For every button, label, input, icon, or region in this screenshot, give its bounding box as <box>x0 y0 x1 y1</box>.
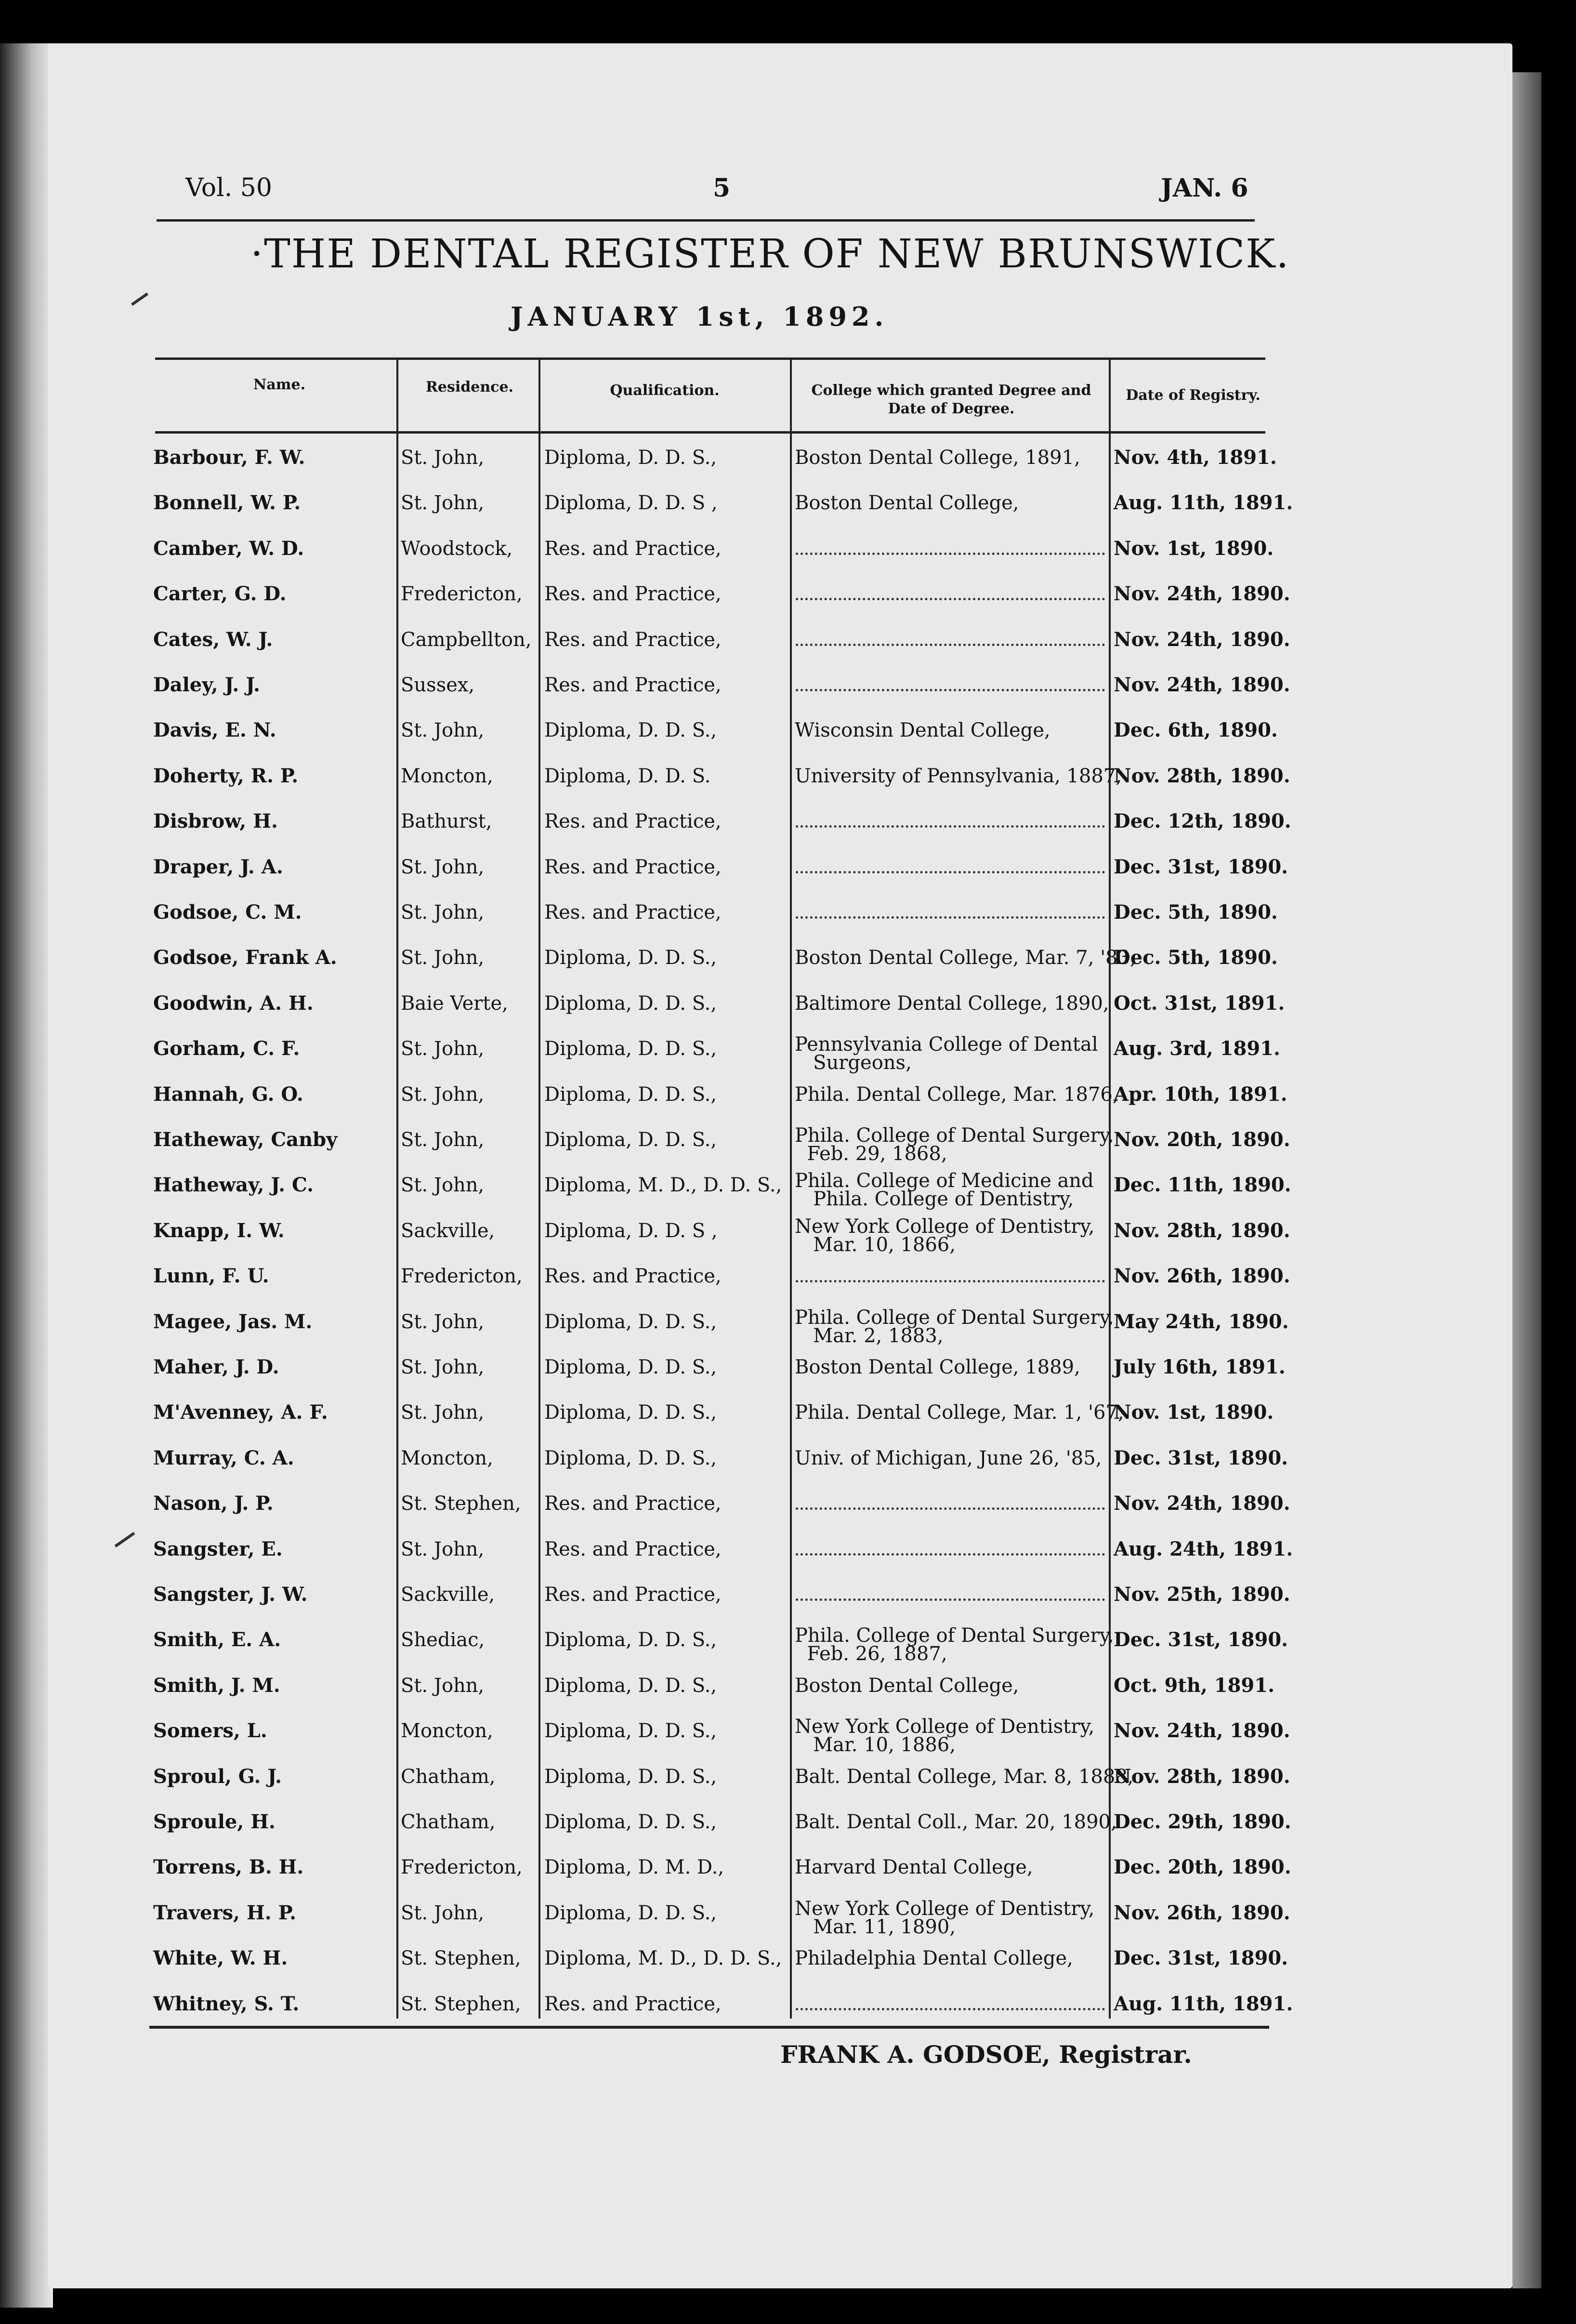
registrant-name: Hatheway, Canby <box>153 1128 338 1151</box>
registry-date-cell: Aug. 11th, 1891. <box>1114 491 1293 514</box>
registrant-name: Davis, E. N. <box>153 719 276 741</box>
registrant-name: M'Avenney, A. F. <box>153 1401 328 1424</box>
registry-date-cell: Nov. 1st, 1890. <box>1114 537 1274 560</box>
registry-date-cell: Aug. 3rd, 1891. <box>1114 1037 1280 1060</box>
qualification-cell: Res. and Practice, <box>544 629 722 651</box>
dotted-leader <box>796 689 1105 691</box>
registrant-name: Hatheway, J. C. <box>153 1174 314 1196</box>
residence-cell: St. John, <box>401 492 485 514</box>
registrant-name: Hannah, G. O. <box>153 1083 303 1106</box>
qualification-cell: Diploma, D. D. S., <box>544 719 717 741</box>
qualification-cell: Diploma, D. D. S , <box>544 492 718 514</box>
registrant-name: Gorham, C. F. <box>153 1037 300 1060</box>
registry-date-cell: Nov. 28th, 1890. <box>1114 1765 1290 1788</box>
page-number: 5 <box>713 173 731 203</box>
dotted-leader <box>796 644 1105 646</box>
registrant-name: Sangster, J. W. <box>153 1583 308 1606</box>
residence-cell: Woodstock, <box>401 538 513 560</box>
qualification-cell: Diploma, D. D. S., <box>544 1356 717 1378</box>
college-cell: Balt. Dental College, Mar. 8, 1888, <box>795 1766 1134 1788</box>
registry-date-cell: Dec. 12th, 1890. <box>1114 810 1291 832</box>
residence-cell: Sussex, <box>401 674 475 696</box>
registrant-name: Somers, L. <box>153 1719 267 1742</box>
college-cell: Phila. College of Dental Surgery, Mar. 2, 1883, <box>795 1307 1114 1347</box>
dotted-leader <box>796 1280 1105 1282</box>
registry-date-cell: Nov. 28th, 1890. <box>1114 1219 1290 1242</box>
residence-cell: Fredericton, <box>401 583 523 605</box>
registrant-name: Cates, W. J. <box>153 628 273 651</box>
residence-cell: St. John, <box>401 1902 485 1924</box>
table-top-rule <box>155 357 1265 360</box>
qualification-cell: Res. and Practice, <box>544 1492 722 1515</box>
table-row <box>0 1357 1576 1402</box>
residence-cell: St. John, <box>401 1174 485 1196</box>
registrant-name: Lunn, F. U. <box>153 1265 269 1287</box>
registry-date-cell: Nov. 25th, 1890. <box>1114 1583 1290 1606</box>
residence-cell: St. Stephen, <box>401 1492 521 1515</box>
residence-cell: Fredericton, <box>401 1265 523 1287</box>
registry-date-cell: Oct. 9th, 1891. <box>1114 1674 1275 1697</box>
registry-date-cell: Nov. 26th, 1890. <box>1114 1265 1290 1287</box>
residence-cell: St. John, <box>401 1129 485 1151</box>
table-row <box>0 1170 1576 1220</box>
registry-date-cell: Nov. 24th, 1890. <box>1114 1492 1290 1515</box>
registry-date-cell: Nov. 1st, 1890. <box>1114 1401 1274 1424</box>
column-header-name: Name. <box>253 376 306 393</box>
college-cell: New York College of Dentistry, Mar. 10, 1866, <box>795 1215 1095 1256</box>
dotted-leader <box>796 1553 1105 1556</box>
residence-cell: Sackville, <box>401 1584 495 1606</box>
college-cell: Boston Dental College, Mar. 7, '83, <box>795 947 1136 969</box>
dotted-leader <box>796 916 1105 919</box>
qualification-cell: Diploma, D. D. S., <box>544 1311 717 1333</box>
qualification-cell: Res. and Practice, <box>544 1584 722 1606</box>
registry-date-cell: Dec. 31st, 1890. <box>1114 1628 1288 1651</box>
table-row <box>0 447 1576 492</box>
qualification-cell: Diploma, M. D., D. D. S., <box>544 1174 782 1196</box>
college-cell: Univ. of Michigan, June 26, '85, <box>795 1447 1102 1469</box>
qualification-cell: Diploma, D. D. S., <box>544 992 717 1015</box>
registrant-name: Whitney, S. T. <box>153 1993 300 2015</box>
qualification-cell: Res. and Practice, <box>544 1993 722 2015</box>
table-row <box>0 857 1576 902</box>
college-cell: Phila. Dental College, Mar. 1876, <box>795 1083 1119 1106</box>
table-row <box>0 947 1576 992</box>
registry-date-cell: Apr. 10th, 1891. <box>1114 1083 1287 1106</box>
dotted-leader <box>796 825 1105 828</box>
qualification-cell: Diploma, D. D. S., <box>544 947 717 969</box>
table-row <box>0 1307 1576 1357</box>
qualification-cell: Res. and Practice, <box>544 674 722 696</box>
registry-date-cell: Dec. 31st, 1890. <box>1114 1447 1288 1469</box>
qualification-cell: Res. and Practice, <box>544 1265 722 1287</box>
qualification-cell: Diploma, D. D. S., <box>544 1401 717 1424</box>
table-row <box>0 1033 1576 1083</box>
registrant-name: Torrens, B. H. <box>153 1856 304 1878</box>
column-header-date: Date of Registry. <box>1126 387 1261 404</box>
residence-cell: St. Stephen, <box>401 1993 521 2015</box>
table-row <box>0 492 1576 538</box>
table-row <box>0 1675 1576 1720</box>
registrant-name: Daley, J. J. <box>153 673 260 696</box>
qualification-cell: Res. and Practice, <box>544 810 722 832</box>
registrant-name: Doherty, R. P. <box>153 765 299 787</box>
table-row <box>0 1584 1576 1629</box>
qualification-cell: Diploma, D. M. D., <box>544 1856 724 1878</box>
qualification-cell: Diploma, D. D. S., <box>544 1083 717 1106</box>
table-row <box>0 1994 1576 2039</box>
registry-date-cell: Nov. 28th, 1890. <box>1114 765 1290 787</box>
registry-date-cell: Nov. 24th, 1890. <box>1114 1719 1290 1742</box>
dotted-leader <box>796 871 1105 873</box>
qualification-cell: Diploma, D. D. S., <box>544 1629 717 1651</box>
residence-cell: St. John, <box>401 947 485 969</box>
qualification-cell: Diploma, D. D. S., <box>544 447 717 469</box>
dotted-leader <box>796 2008 1105 2010</box>
college-cell: Harvard Dental College, <box>795 1856 1033 1878</box>
table-row <box>0 1448 1576 1493</box>
table-row <box>0 720 1576 765</box>
dotted-leader <box>796 553 1105 555</box>
residence-cell: Moncton, <box>401 765 493 787</box>
table-row <box>0 1898 1576 1948</box>
registrant-name: Knapp, I. W. <box>153 1219 285 1242</box>
qualification-cell: Res. and Practice, <box>544 856 722 878</box>
registry-date-cell: Dec. 5th, 1890. <box>1114 946 1278 969</box>
registry-date-cell: Nov. 24th, 1890. <box>1114 628 1290 651</box>
residence-cell: Chatham, <box>401 1766 496 1788</box>
residence-cell: St. John, <box>401 1675 485 1697</box>
registry-date-cell: Nov. 26th, 1890. <box>1114 1901 1290 1924</box>
registrant-name: Camber, W. D. <box>153 537 304 560</box>
college-cell: University of Pennsylvania, 1887, <box>795 765 1122 787</box>
registrant-name: Godsoe, C. M. <box>153 901 302 924</box>
table-row <box>0 1857 1576 1902</box>
qualification-cell: Diploma, D. D. S., <box>544 1902 717 1924</box>
college-cell: New York College of Dentistry, Mar. 10, 1886, <box>795 1716 1095 1756</box>
dotted-leader <box>796 598 1105 600</box>
table-row <box>0 1084 1576 1129</box>
qualification-cell: Diploma, D. D. S., <box>544 1720 717 1742</box>
table-row <box>0 674 1576 720</box>
residence-cell: Baie Verte, <box>401 992 508 1015</box>
registrant-name: Magee, Jas. M. <box>153 1310 313 1333</box>
document-title: ·THE DENTAL REGISTER OF NEW BRUNSWICK. <box>250 231 1290 277</box>
table-row <box>0 1811 1576 1857</box>
volume-label: Vol. 50 <box>185 173 272 202</box>
table-row <box>0 766 1576 811</box>
table-row <box>0 993 1576 1038</box>
registrant-name: Travers, H. P. <box>153 1901 297 1924</box>
residence-cell: Bathurst, <box>401 810 492 832</box>
college-cell: Baltimore Dental College, 1890, <box>795 992 1109 1015</box>
qualification-cell: Diploma, D. D. S., <box>544 1129 717 1151</box>
residence-cell: St. Stephen, <box>401 1947 521 1969</box>
qualification-cell: Res. and Practice, <box>544 583 722 605</box>
registry-date-cell: May 24th, 1890. <box>1114 1310 1289 1333</box>
table-row <box>0 1948 1576 1993</box>
residence-cell: St. John, <box>401 1401 485 1424</box>
dotted-leader <box>796 1507 1105 1510</box>
registry-date-cell: Dec. 6th, 1890. <box>1114 719 1278 741</box>
college-cell: Boston Dental College, <box>795 492 1019 514</box>
residence-cell: Sackville, <box>401 1220 495 1242</box>
college-cell: Balt. Dental Coll., Mar. 20, 1890, <box>795 1811 1117 1833</box>
qualification-cell: Diploma, D. D. S., <box>544 1447 717 1469</box>
registrant-name: Smith, J. M. <box>153 1674 280 1697</box>
dotted-leader <box>796 1598 1105 1601</box>
registrant-name: Sproule, H. <box>153 1810 276 1833</box>
registrant-name: Sangster, E. <box>153 1538 283 1560</box>
registry-date-cell: Dec. 31st, 1890. <box>1114 856 1288 878</box>
header-rule <box>157 219 1255 222</box>
table-header-rule <box>155 431 1265 434</box>
table-row <box>0 629 1576 674</box>
table-row <box>0 1624 1576 1675</box>
registry-date-cell: Nov. 20th, 1890. <box>1114 1128 1290 1151</box>
residence-cell: St. John, <box>401 1038 485 1060</box>
registrant-name: Maher, J. D. <box>153 1356 279 1378</box>
registrant-name: Murray, C. A. <box>153 1447 294 1469</box>
table-row <box>0 902 1576 947</box>
college-cell: New York College of Dentistry, Mar. 11, 1890, <box>795 1898 1095 1938</box>
registrar-signature: FRANK A. GODSOE, Registrar. <box>780 2040 1192 2069</box>
registrant-name: Goodwin, A. H. <box>153 992 314 1015</box>
registrant-name: Carter, G. D. <box>153 582 287 605</box>
registrant-name: Godsoe, Frank A. <box>153 946 337 969</box>
registrant-name: Sproul, G. J. <box>153 1765 282 1788</box>
qualification-cell: Diploma, D. D. S. <box>544 765 711 787</box>
registrant-name: Bonnell, W. P. <box>153 491 301 514</box>
registrant-name: Draper, J. A. <box>153 856 283 878</box>
qualification-cell: Res. and Practice, <box>544 538 722 560</box>
registry-date-cell: Oct. 31st, 1891. <box>1114 992 1285 1015</box>
registry-date-cell: Dec. 11th, 1890. <box>1114 1174 1291 1196</box>
residence-cell: Moncton, <box>401 1720 493 1742</box>
registry-date-cell: Dec. 29th, 1890. <box>1114 1810 1291 1833</box>
residence-cell: St. John, <box>401 901 485 924</box>
issue-date: JAN. 6 <box>1161 173 1248 203</box>
table-row <box>0 1493 1576 1538</box>
registrant-name: Nason, J. P. <box>153 1492 274 1515</box>
registry-date-cell: Dec. 20th, 1890. <box>1114 1856 1291 1878</box>
residence-cell: Chatham, <box>401 1811 496 1833</box>
college-cell: Phila. College of Dental Surgery, Feb. 29, 1868, <box>795 1124 1114 1165</box>
document-subtitle: JANUARY 1st, 1892. <box>511 301 889 332</box>
residence-cell: St. John, <box>401 856 485 878</box>
qualification-cell: Diploma, D. D. S., <box>544 1038 717 1060</box>
table-row <box>0 538 1576 583</box>
column-header-college: College which granted Degree and Date of Degree. <box>811 382 1091 417</box>
residence-cell: St. John, <box>401 1538 485 1560</box>
qualification-cell: Res. and Practice, <box>544 901 722 924</box>
table-row <box>0 1215 1576 1266</box>
residence-cell: St. John, <box>401 1311 485 1333</box>
qualification-cell: Diploma, M. D., D. D. S., <box>544 1947 782 1969</box>
table-row <box>0 1539 1576 1584</box>
table-row <box>0 1402 1576 1447</box>
registrant-name: Disbrow, H. <box>153 810 278 832</box>
table-row <box>0 583 1576 629</box>
registrant-name: Barbour, F. W. <box>153 446 305 469</box>
residence-cell: Moncton, <box>401 1447 493 1469</box>
residence-cell: Fredericton, <box>401 1856 523 1878</box>
college-cell: Boston Dental College, <box>795 1675 1019 1697</box>
qualification-cell: Diploma, D. D. S., <box>544 1675 717 1697</box>
table-row <box>0 1766 1576 1811</box>
registry-date-cell: Dec. 5th, 1890. <box>1114 901 1278 924</box>
table-row <box>0 1266 1576 1311</box>
table-row <box>0 1124 1576 1175</box>
registry-date-cell: Aug. 11th, 1891. <box>1114 1993 1293 2015</box>
table-bottom-rule <box>149 2026 1269 2029</box>
registry-date-cell: Dec. 31st, 1890. <box>1114 1947 1288 1969</box>
residence-cell: Campbellton, <box>401 629 532 651</box>
college-cell: Boston Dental College, 1891, <box>795 447 1080 469</box>
registry-date-cell: Nov. 4th, 1891. <box>1114 446 1277 469</box>
college-cell: Phila. Dental College, Mar. 1, '67, <box>795 1401 1124 1424</box>
qualification-cell: Diploma, D. D. S., <box>544 1811 717 1833</box>
registry-date-cell: Nov. 24th, 1890. <box>1114 582 1290 605</box>
qualification-cell: Res. and Practice, <box>544 1538 722 1560</box>
college-cell: Phila. College of Medicine and Phila. College of Dentistry, <box>795 1170 1094 1210</box>
college-cell: Wisconsin Dental College, <box>795 719 1051 741</box>
qualification-cell: Diploma, D. D. S , <box>544 1220 718 1242</box>
registrant-name: Smith, E. A. <box>153 1628 281 1651</box>
registry-date-cell: Aug. 24th, 1891. <box>1114 1538 1293 1560</box>
residence-cell: St. John, <box>401 1356 485 1378</box>
college-cell: Boston Dental College, 1889, <box>795 1356 1080 1378</box>
column-header-qualification: Qualification. <box>610 382 720 399</box>
residence-cell: St. John, <box>401 1083 485 1106</box>
table-row <box>0 1716 1576 1766</box>
qualification-cell: Diploma, D. D. S., <box>544 1766 717 1788</box>
college-cell: Phila. College of Dental Surgery, Feb. 26, 1887, <box>795 1624 1114 1665</box>
residence-cell: St. John, <box>401 719 485 741</box>
residence-cell: Shediac, <box>401 1629 485 1651</box>
registry-date-cell: Nov. 24th, 1890. <box>1114 673 1290 696</box>
registrant-name: White, W. H. <box>153 1947 288 1969</box>
registry-date-cell: July 16th, 1891. <box>1114 1356 1286 1378</box>
college-cell: Pennsylvania College of Dental Surgeons, <box>795 1033 1098 1074</box>
column-header-residence: Residence. <box>426 379 513 396</box>
table-row <box>0 811 1576 856</box>
college-cell: Philadelphia Dental College, <box>795 1947 1073 1969</box>
residence-cell: St. John, <box>401 447 485 469</box>
